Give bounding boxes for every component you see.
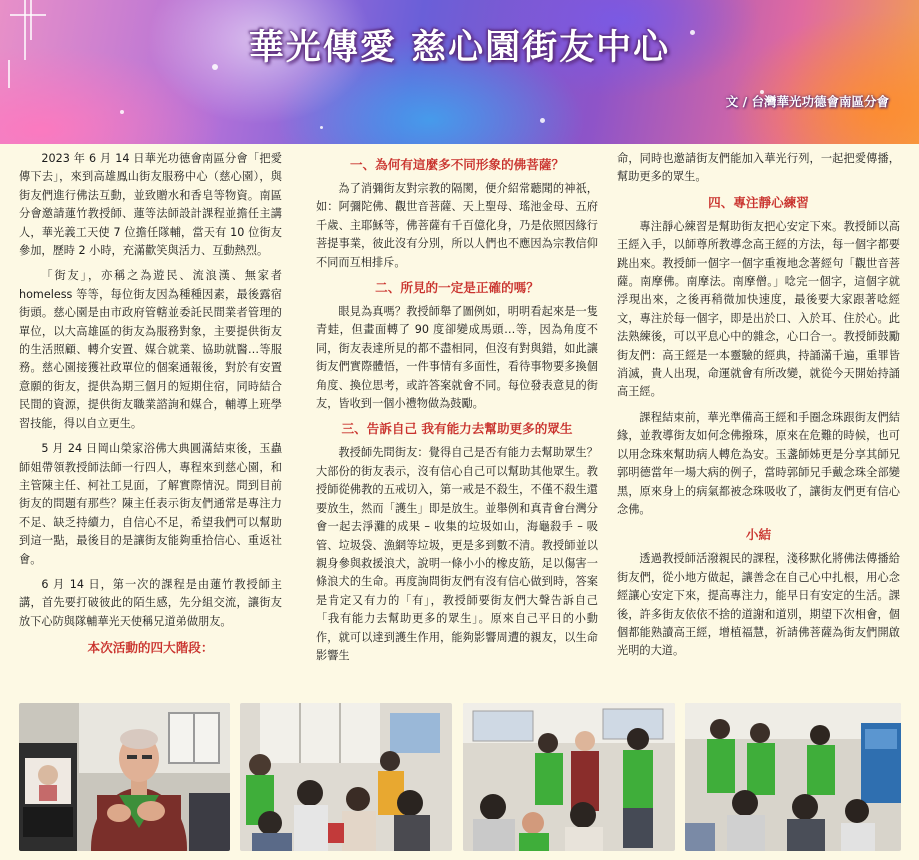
section-heading: 一、為何有這麼多不同形象的佛菩薩？: [349, 157, 565, 172]
speaker-photo-illustration: [19, 703, 230, 851]
article-column-1: [19, 150, 282, 663]
paragraph: 6 月 14 日，第一次的課程是由蓮竹教授師主講，首先要打破彼此的陌生感，先分組交流，讓街友放下心防與隊輔華光天使稱兄道弟做朋友。: [19, 577, 282, 628]
volunteers-photo-illustration: [463, 703, 675, 851]
paragraph: 2023 年 6 月 14 日華光功德會南區分會「把愛傳下去」，來到高雄鳳山街友服務中心（慈心園），與街友們進行佛法互動，並致贈水和香皂等物資。南區分會邀請蓮竹教授師、蓮等法師設計課程並擔任主講人，華光義工天使 7 位擔任隊輔，當天有 10 位街友參加，歷時 2 小時，充滿歡笑與活力、互動熱烈。: [19, 152, 282, 258]
section-heading: 小結: [745, 527, 772, 543]
paragraph: 透過教授師活潑親民的課程，淺移默化將佛法傳播給街友們，從小地方做起，讓善念在自己心中扎根，用心念經讓心安定下來，提高專注力，能早日有安定的生活。課後，許多街友依依不捨的道謝和道別，期望下次相會，個個都能熟讀高王經，增植福慧，祈請佛菩薩為街友們開啟光明的大道。: [617, 552, 900, 658]
paragraph: 「街友」，亦稱之為遊民、流浪漢、無家者 homeless 等等，每位街友因為種種因素，最後露宿街頭。慈心園是由市政府管轄並委託民間業者管理的單位，以大高雄區的街友為服務對象，主要提供街友的生活照顧、轉介安置、媒合就業、協助就醫…等服務。慈心園接獲社政單位的個案通報後，對於有安置意願的街友，提供為期三個月的短期住宿，同時結合民間的資源，提供街友職業諮詢和媒合，輔導上班學習技能，得以自立更生。: [19, 269, 282, 430]
section-heading: 四、專注靜心練習: [708, 194, 809, 210]
sparkle-icon: [540, 118, 545, 123]
article-column-2: [316, 150, 598, 672]
sparkle-icon: [320, 126, 323, 129]
paragraph: 命，同時也邀請街友們能加入華光行列，一起把愛傳播，幫助更多的眾生。: [617, 152, 900, 184]
author-byline: 文 / 台灣華光功德會南區分會: [725, 94, 889, 109]
volunteers-photo: [463, 703, 675, 851]
audience-photo-illustration: [240, 703, 452, 851]
header-banner: [0, 0, 919, 144]
section-heading: 三、告訴自己 我有能力去幫助更多的眾生: [341, 421, 573, 437]
banner-ornament-line: [10, 14, 46, 16]
section-heading: 本次活動的四大階段：: [87, 640, 214, 656]
audience-photo: [240, 703, 452, 851]
article-column-3: [617, 150, 900, 668]
section-heading: 二、所見的一定是正確的嗎？: [375, 280, 539, 296]
group-photo-illustration: [685, 703, 901, 851]
sparkle-icon: [120, 110, 124, 114]
paragraph: 為了消彌街友對宗教的隔閡，便介紹常聽聞的神祇，如：阿彌陀佛、觀世音菩薩、天上聖母、瑤池金母、五府千歲、主耶穌等，佛菩薩有千百億化身，乃是依照因緣行菩提事業，彼此沒有分別，所以人們也不應因為宗教信仰不同而互相排斥。: [316, 182, 598, 269]
paragraph: 教授師先問街友：覺得自己是否有能力去幫助眾生？大部份的街友表示，沒有信心自己可以幫助其他眾生。教授師從佛教的五戒切入，第一戒是不殺生，不僅不殺生還要放生，然而「護生」即是放生。並舉例和真青會台灣分會一起去淨灘的成果 – 收集的垃圾如山，海龜殺手 – 吸管、垃圾袋、漁網等垃圾，更是多到數不清。教授師並以親身參與救援浪犬，說明一條小小的橡皮筋，足以傷害一條浪犬的生命。再度詢問街友們有沒有信心做到時，答案是肯定又有力的「有」，教授師要街友們大聲告訴自己「我有能力去幫助更多的眾生」。原來自己平日的小動作，就可以達到護生作用，能夠影響周遭的親友，以生命影響生: [316, 446, 598, 662]
paragraph: 眼見為真嗎？教授師舉了圖例如，明明看起來是一隻青蛙，但畫面轉了 90 度卻變成馬頭…等，因為角度不同，街友表達所見的都不盡相同，但沒有對與錯，如此讓街友們實際體悟，一件事情有多面性，看待事物要多換個角度、換位思考，或許答案就會不同。每位發表意見的街友，皆收到一個小禮物做為鼓勵。: [316, 305, 598, 411]
paragraph: 專注靜心練習是幫助街友把心安定下來。教授師以高王經入手，以師尊所教導念高王經的方法，每一個字都要跳出來。教授師一個字一個字重複地念著經句「觀世音菩薩。南摩佛。南摩法。南摩僧。」唸完一個字，這個字就浮現出來，之後再稍微加快速度，最後要大家跟著唸經文，專注於每一個字，即是出於口、入於耳、住於心。此法熟練後，可以平息心中的雜念，心口合一。教授師鼓勵街友們：高王經是一本靈驗的經典，持誦滿千遍，重罪皆消滅，貴人出現，命運就會有所改變，就從今天開始持誦高王經。: [617, 219, 900, 399]
speaker-photo: [19, 703, 230, 851]
group-photo: [685, 703, 901, 851]
paragraph: 課程結束前，華光準備高王經和手圈念珠跟街友們結緣，並教導街友如何念佛撥珠，原來在危難的時候，也可以用念珠來幫助病人轉危為安。玉盞師姊更是分享其師兄郭明德當年一場大病的例子，當時郭師兄手戴念珠全部變黑，原來身上的病氣都被念珠吸收了，讓街友們更有信心念佛。: [617, 410, 900, 516]
paragraph: 5 月 24 日岡山榮家浴佛大典圓滿結束後，玉蟲師姐帶領教授師法師一行四人，專程來到慈心園，和主管陳主任、柯社工見面，了解實際情況。問到目前街友的問題有那些？陳主任表示街友們通常是專注力不足、缺乏持續力，自信心不足，希望我們可以幫助到這一點，最後目的是讓街友能夠重拾信心、重返社會。: [19, 442, 282, 566]
page-title: 華光傳愛 慈心園街友中心: [248, 27, 671, 68]
